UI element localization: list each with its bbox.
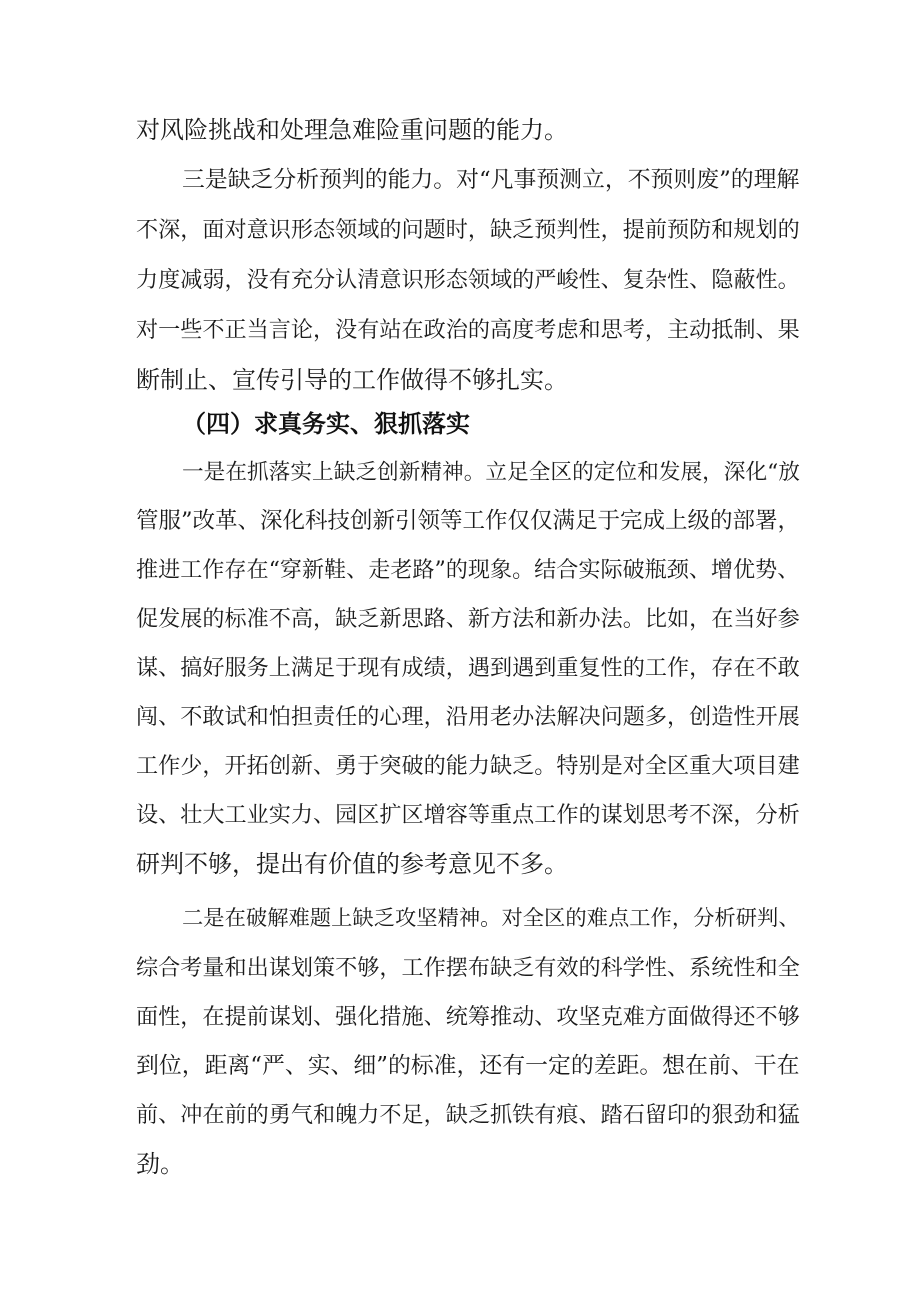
paragraph-line: 前、冲在前的勇气和魄力不足，缺乏抓铁有痕、踏石留印的狠劲和猛 <box>136 1102 800 1128</box>
paragraph-line: 不深，面对意识形态领域的问题时，缺乏预判性，提前预防和规划的 <box>136 217 800 243</box>
paragraph-line: 闯、不敢试和怕担责任的心理，沿用老办法解决问题多，创造性开展 <box>136 704 800 730</box>
paragraph-line: 促发展的标准不高，缺乏新思路、新方法和新办法。比如，在当好参 <box>136 606 800 632</box>
paragraph-line: 研判不够，提出有价值的参考意见不多。 <box>136 850 568 878</box>
paragraph-line: 设、壮大工业实力、园区扩区增容等重点工作的谋划思考不深，分析 <box>136 802 800 828</box>
paragraph-line: 断制止、宣传引导的工作做得不够扎实。 <box>136 366 568 394</box>
paragraph-line: 谋、搞好服务上满足于现有成绩，遇到遇到重复性的工作，存在不敢 <box>136 655 800 681</box>
section-heading: （四）求真务实、狠抓落实 <box>182 410 470 438</box>
paragraph-line: 力度减弱，没有充分认清意识形态领域的严峻性、复杂性、隐蔽性。 <box>136 267 800 293</box>
paragraph-line: 劲。 <box>136 1150 184 1178</box>
paragraph-line: 综合考量和出谋划策不够，工作摆布缺乏有效的科学性、系统性和全 <box>136 955 800 981</box>
paragraph-line: 对风险挑战和处理急难险重问题的能力。 <box>136 116 568 144</box>
paragraph-line: 二是在破解难题上缺乏攻坚精神。对全区的难点工作，分析研判、 <box>182 906 800 931</box>
paragraph-line: 三是缺乏分析预判的能力。对“凡事预测立，不预则废”的理解 <box>182 167 800 193</box>
paragraph-line: 工作少，开拓创新、勇于突破的能力缺乏。特别是对全区重大项目建 <box>136 753 800 779</box>
paragraph-line: 管服”改革、深化科技创新引领等工作仅仅满足于完成上级的部署， <box>136 508 801 534</box>
paragraph-line: 到位，距离“严、实、细”的标准，还有一定的差距。想在前、干在 <box>136 1053 800 1079</box>
paragraph-line: 推进工作存在“穿新鞋、走老路”的现象。结合实际破瓶颈、增优势、 <box>136 557 800 583</box>
paragraph-line: 一是在抓落实上缺乏创新精神。立足全区的定位和发展，深化“放 <box>182 460 800 485</box>
paragraph-line: 面性，在提前谋划、强化措施、统筹推动、攻坚克难方面做得还不够 <box>136 1004 800 1030</box>
paragraph-line: 对一些不正当言论，没有站在政治的高度考虑和思考，主动抵制、果 <box>136 317 800 343</box>
